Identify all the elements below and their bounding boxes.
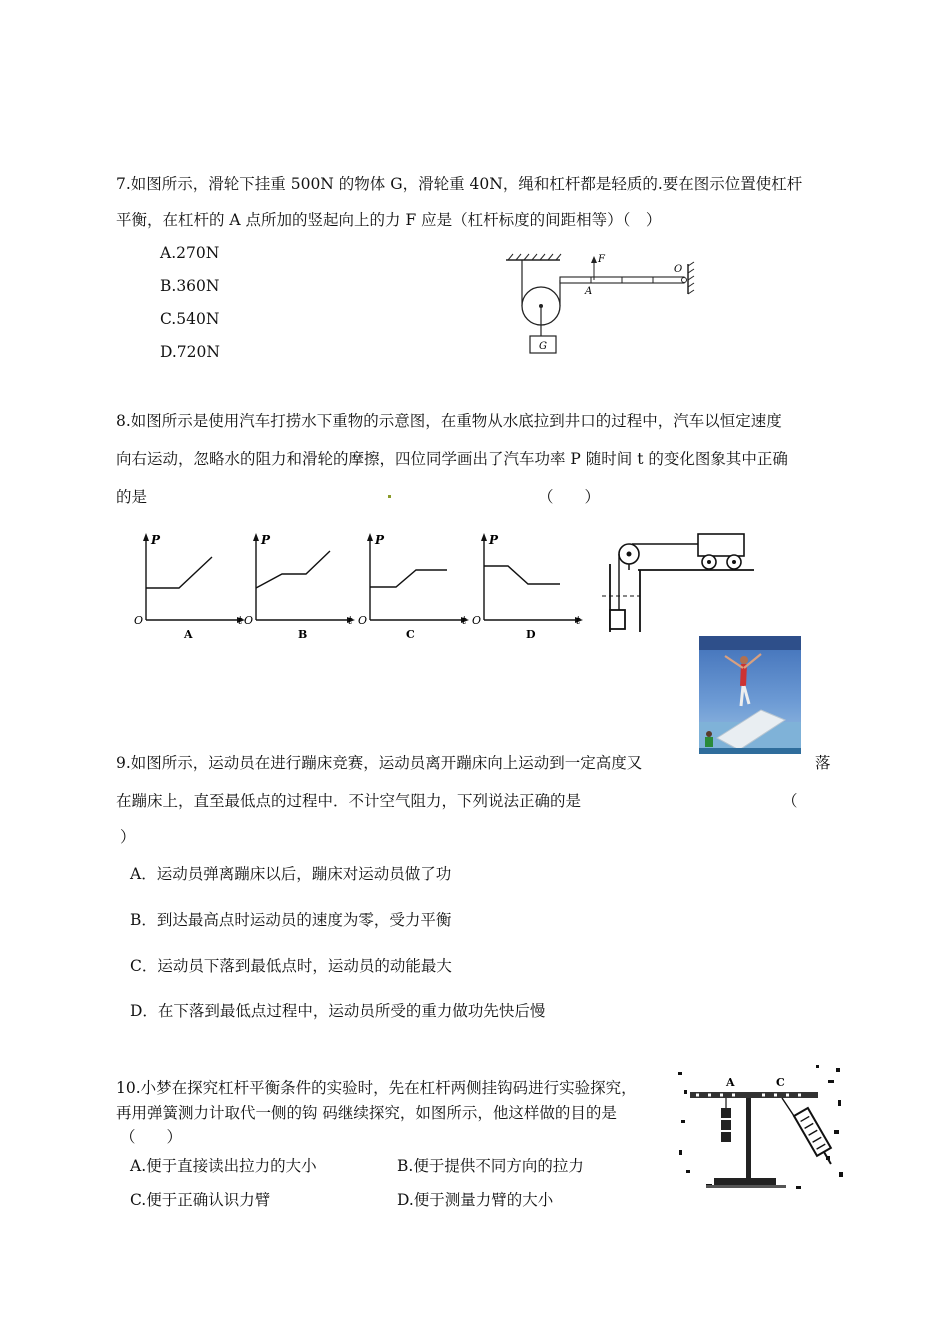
q8-graph-d xyxy=(470,530,590,645)
q8-graph-c-p: P xyxy=(375,533,385,547)
q9-trampoline-photo xyxy=(699,636,801,754)
q10-fig-label-a: A xyxy=(726,1076,735,1089)
q9-line2: 在蹦床上，直至最低点的过程中．不计空气阻力，下列说法正确的是 xyxy=(116,792,582,810)
q10-option-a: A.便于直接读出拉力的大小 xyxy=(130,1157,317,1175)
q8-graph-d-label: D xyxy=(526,628,536,641)
q8-well-truck-figure xyxy=(596,528,758,636)
q8-line3: 的是 xyxy=(116,488,148,506)
q8-graph-c-label: C xyxy=(406,628,415,641)
q8-graph-b-t: t xyxy=(348,614,353,627)
q8-graph-c-o: O xyxy=(358,614,368,627)
q7-option-c: C.540N xyxy=(160,310,220,328)
q7-line1: 7.如图所示，滑轮下挂重 500N 的物体 G，滑轮重 40N，绳和杠杆都是轻质的.要在图示位置使杠杆 xyxy=(116,175,803,193)
q8-graph-a-label: A xyxy=(184,628,193,641)
q8-graph-b-label: B xyxy=(298,628,308,641)
q9-option-b: B．到达最高点时运动员的速度为零，受力平衡 xyxy=(130,911,452,929)
q8-graph-c xyxy=(356,530,476,645)
q9-option-c: C．运动员下落到最低点时，运动员的动能最大 xyxy=(130,957,452,975)
q8-line1: 8.如图所示是使用汽车打捞水下重物的示意图，在重物从水底拉到井口的过程中，汽车以恒定速度 xyxy=(116,412,782,430)
q10-option-b: B.便于提供不同方向的拉力 xyxy=(397,1157,584,1175)
q8-stray-dot xyxy=(388,495,391,498)
q8-graph-a-p: P xyxy=(151,533,161,547)
q10-fig-label-c: C xyxy=(776,1076,785,1089)
q10-option-d: D.便于测量力臂的大小 xyxy=(397,1191,554,1209)
q10-answer-paren: （ ） xyxy=(120,1128,183,1146)
q8-graph-d-t: t xyxy=(576,614,581,627)
q7-fig-label-f: F xyxy=(598,254,605,265)
q9-option-a: A．运动员弹离蹦床以后，蹦床对运动员做了功 xyxy=(130,865,452,883)
q8-graph-a-o: O xyxy=(134,614,144,627)
q8-graph-b-o: O xyxy=(244,614,254,627)
q7-line2: 平衡，在杠杆的 A 点所加的竖起向上的力 F 应是（杠杆标度的间距相等）（ ） xyxy=(116,211,662,229)
q7-option-b: B.360N xyxy=(160,277,220,295)
q8-graph-c-t: t xyxy=(462,614,467,627)
q10-lever-spring-scale-figure xyxy=(676,1060,846,1196)
q8-graph-a-t: t xyxy=(238,614,243,627)
q8-answer-paren: （ ） xyxy=(538,488,601,506)
q8-graph-b-p: P xyxy=(261,533,271,547)
q9-option-d: D．在下落到最低点过程中，运动员所受的重力做功先快后慢 xyxy=(130,1002,546,1020)
q9-paren-open: （ xyxy=(782,792,798,810)
q10-line2: 再用弹簧测力计取代一侧的钩 码继续探究，如图所示，他这样做的目的是 xyxy=(116,1104,617,1122)
q7-option-a: A.270N xyxy=(160,244,220,262)
q8-graph-d-o: O xyxy=(472,614,482,627)
q7-fig-label-a: A xyxy=(585,286,593,297)
q7-pulley-lever-figure xyxy=(498,250,708,360)
q7-fig-label-o: O xyxy=(674,264,683,275)
q8-graph-b xyxy=(242,530,362,645)
q9-paren-close: ） xyxy=(120,828,136,846)
q7-option-d: D.720N xyxy=(160,343,220,361)
q7-fig-label-g: G xyxy=(539,341,547,352)
q9-line1: 9.如图所示，运动员在进行蹦床竞赛，运动员离开蹦床向上运动到一定高度又 xyxy=(116,754,643,772)
q8-graph-d-p: P xyxy=(489,533,499,547)
q10-option-c: C.便于正确认识力臂 xyxy=(130,1191,271,1209)
q10-line1: 10.小梦在探究杠杆平衡条件的实验时，先在杠杆两侧挂钩码进行实验探究， xyxy=(116,1079,637,1097)
q9-line1-end: 落 xyxy=(815,754,831,772)
q8-line2: 向右运动，忽略水的阻力和滑轮的摩擦，四位同学画出了汽车功率 P 随时间 t 的变化图象其中正确 xyxy=(116,450,788,468)
q8-graph-a xyxy=(132,530,252,645)
